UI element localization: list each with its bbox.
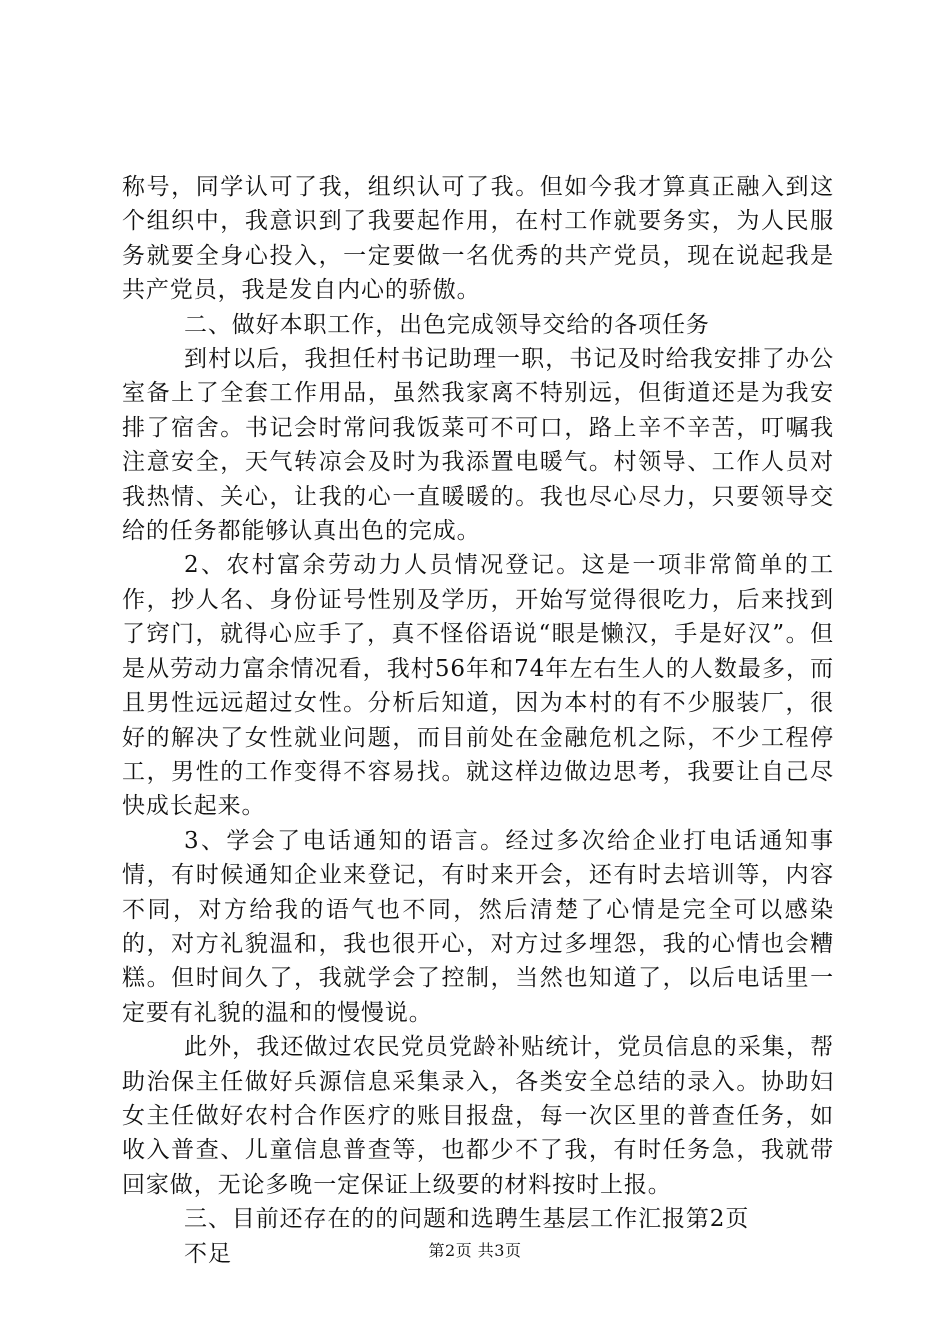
section-heading-3: 三、目前还存在的的问题和选聘生基层工作汇报第2页 <box>184 1206 750 1233</box>
body-text <box>122 170 834 1271</box>
paragraph-labor-registration: 2、农村富余劳动力人员情况登记。这是一项非常简单的工作，抄人名、身份证号性别及学历，开始写觉得很吃力，后来找到了窍门，就得心应手了，真不怪俗语说“眼是懒汉，手是好汉”。但是从劳动力富余情况看，我村56年和74年左右生人的人数最多，而且男性远远超过女性。分析后知道，因为本村的有不少服装厂，很好的解决了女性就业问题，而目前处在金融危机之际，不少工程停工，男性的工作变得不容易找。就这样边做边思考，我要让自己尽快成长起来。 <box>122 552 834 820</box>
page-footer: 第2页 共3页 <box>428 1241 522 1260</box>
paragraph-shortfall: 不足 <box>184 1240 232 1267</box>
paragraph-village-assistant: 到村以后，我担任村书记助理一职，书记及时给我安排了办公室备上了全套工作用品，虽然我家离不特别远，但街道还是为我安排了宿舍。书记会时常问我饭菜可不可口，路上辛不辛苦，叮嘱我注意安全，天气转凉会及时为我添置电暖气。村领导、工作人员对我热情、关心，让我的心一直暖暖的。我也尽心尽力，只要领导交给的任务都能够认真出色的完成。 <box>122 346 834 545</box>
section-heading-2: 二、做好本职工作，出色完成领导交给的各项任务 <box>184 311 710 338</box>
paragraph-other-work: 此外，我还做过农民党员党龄补贴统计，党员信息的采集，帮助治保主任做好兵源信息采集录入，各类安全总结的录入。协助妇女主任做好农村合作医疗的账目报盘，每一次区里的普查任务，如收入普查、儿童信息普查等，也都少不了我，有时任务急，我就带回家做，无论多晚一定保证上级要的材料按时上报。 <box>122 1034 834 1198</box>
paragraph-phone-notice: 3、学会了电话通知的语言。经过多次给企业打电话通知事情，有时候通知企业来登记，有时来开会，还有时去培训等，内容不同，对方给我的语气也不同，然后清楚了心情是完全可以感染的，对方礼貌温和，我也很开心，对方过多埋怨，我的心情也会糟糕。但时间久了，我就学会了控制，当然也知道了，以后电话里一定要有礼貌的温和的慢慢说。 <box>122 827 834 1026</box>
paragraph-continuation: 称号，同学认可了我，组织认可了我。但如今我才算真正融入到这个组织中，我意识到了我要起作用，在村工作就要务实，为人民服务就要全身心投入，一定要做一名优秀的共产党员，现在说起我是共产党员，我是发自内心的骄傲。 <box>122 174 834 304</box>
